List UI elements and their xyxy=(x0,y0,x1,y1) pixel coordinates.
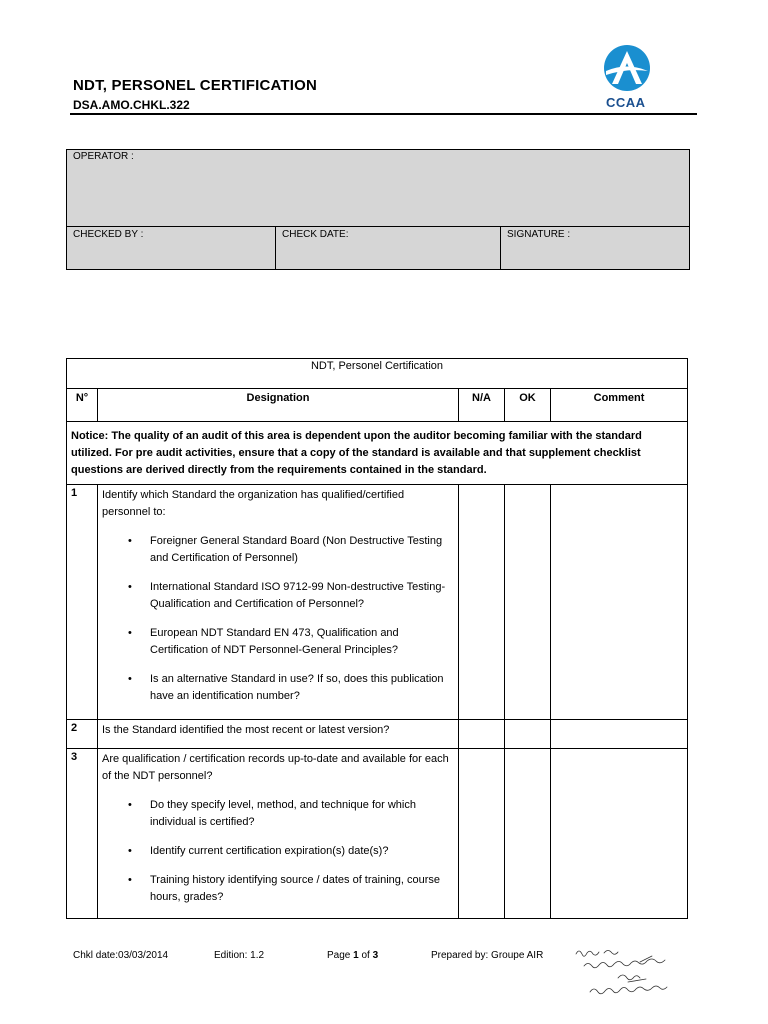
bullet-item: • Training history identifying source / dates of training, course hours, grades? xyxy=(150,872,454,906)
signature-label: SIGNATURE : xyxy=(507,229,571,240)
column-header-designation: Designation xyxy=(98,389,459,422)
bullet-item: • Identify current certification expiration(s) date(s)? xyxy=(150,843,454,860)
operator-box xyxy=(66,149,690,270)
ok-cell[interactable] xyxy=(505,720,551,749)
ok-cell[interactable] xyxy=(505,749,551,919)
item-number: 1 xyxy=(67,485,98,720)
page-total: 3 xyxy=(372,950,379,961)
item-number: 3 xyxy=(67,749,98,919)
column-header-number: N° xyxy=(67,389,98,422)
comment-cell[interactable] xyxy=(551,485,688,720)
footer-prepared-by: Prepared by: Groupe AIR xyxy=(431,950,544,961)
header-divider xyxy=(70,113,697,115)
item-question: Is the Standard identified the most recent or latest version? xyxy=(102,724,390,736)
document-code: DSA.AMO.CHKL.322 xyxy=(73,98,190,112)
ok-cell[interactable] xyxy=(505,485,551,720)
table-row xyxy=(67,720,688,749)
footer-page-number xyxy=(327,950,378,961)
page-of: of xyxy=(358,950,373,961)
checklist-table xyxy=(66,358,688,919)
item-bullets xyxy=(102,533,454,705)
page-current: 1 xyxy=(353,950,359,961)
table-row xyxy=(67,749,688,919)
operator-divider xyxy=(275,226,276,270)
operator-divider xyxy=(66,226,690,227)
item-question: Are qualification / certification records up-to-date and available for each of the NDT personnel? xyxy=(102,753,449,782)
column-header-comment: Comment xyxy=(551,389,688,422)
operator-divider xyxy=(500,226,501,270)
logo-text: CCAA xyxy=(606,95,646,110)
item-designation xyxy=(98,720,459,749)
column-header-na: N/A xyxy=(459,389,505,422)
operator-label: OPERATOR : xyxy=(73,151,134,162)
item-number: 2 xyxy=(67,720,98,749)
bullet-item: • International Standard ISO 9712-99 Non-destructive Testing-Qualification and Certification of Personnel? xyxy=(150,579,454,613)
footer-edition: Edition: 1.2 xyxy=(214,950,265,961)
item-bullets xyxy=(102,797,454,906)
table-row xyxy=(67,485,688,720)
column-header-ok: OK xyxy=(505,389,551,422)
checklist-title: NDT, Personel Certification xyxy=(67,359,688,389)
bullet-item: • European NDT Standard EN 473, Qualification and Certification of NDT Personnel-General Principles? xyxy=(150,625,454,659)
na-cell[interactable] xyxy=(459,485,505,720)
bullet-item: • Foreigner General Standard Board (Non Destructive Testing and Certification of Personnel) xyxy=(150,533,454,567)
na-cell[interactable] xyxy=(459,720,505,749)
na-cell[interactable] xyxy=(459,749,505,919)
handwritten-signature-icon xyxy=(570,944,700,1000)
footer-checklist-date: Chkl date:03/03/2014 xyxy=(73,950,169,961)
check-date-label: CHECK DATE: xyxy=(282,229,349,240)
audit-notice: Notice: The quality of an audit of this area is dependent upon the auditor becoming familiar with the standard utilized. For pre audit activities, ensure that a copy of the standard is available and that supplement checklist questions are derived directly from the requirements contained in the standard. xyxy=(67,422,688,485)
ccaa-logo-icon xyxy=(598,44,656,92)
bullet-item: • Do they specify level, method, and technique for which individual is certified? xyxy=(150,797,454,831)
checked-by-label: CHECKED BY : xyxy=(73,229,144,240)
item-designation xyxy=(98,749,459,919)
item-designation xyxy=(98,485,459,720)
bullet-item: • Is an alternative Standard in use? If so, does this publication have an identification number? xyxy=(150,671,454,705)
comment-cell[interactable] xyxy=(551,720,688,749)
comment-cell[interactable] xyxy=(551,749,688,919)
page-prefix: Page xyxy=(327,950,354,961)
item-question: Identify which Standard the organization has qualified/certified personnel to: xyxy=(102,489,405,518)
document-title: NDT, PERSONEL CERTIFICATION xyxy=(73,77,318,94)
